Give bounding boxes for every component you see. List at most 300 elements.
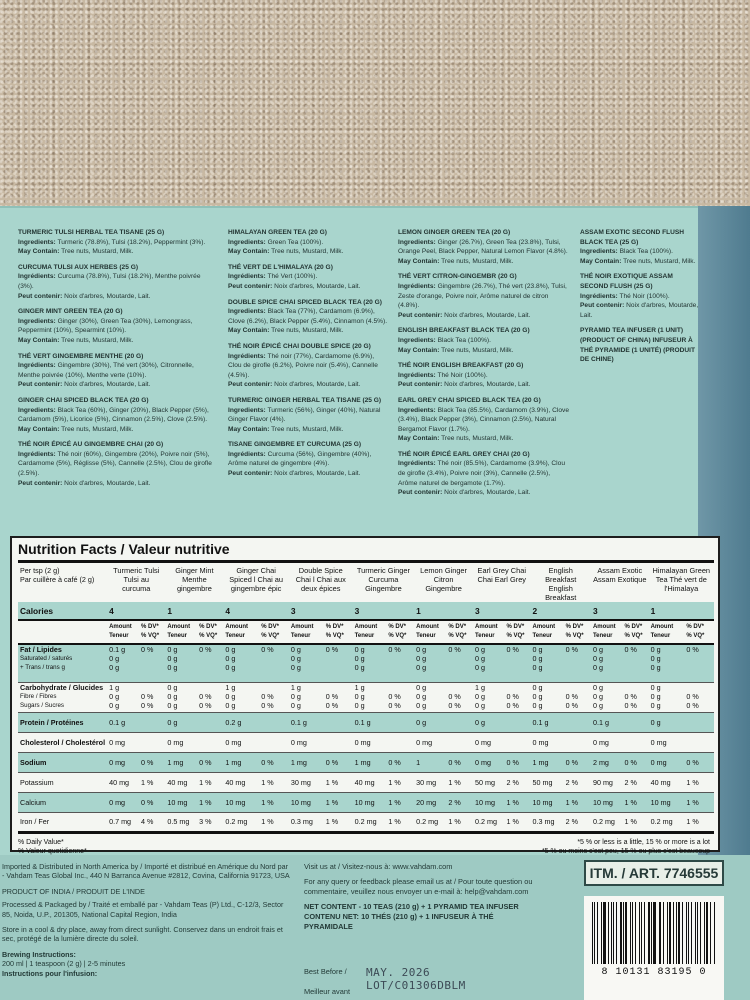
nutrient-dv: 2 %: [623, 772, 649, 792]
fat-dv: [386, 644, 414, 682]
may-contain-text: Noix d'arbres, Moutarde, Lait.: [580, 302, 699, 319]
product-title: THÉ NOIR ENGLISH BREAKFAST (20 G): [398, 362, 524, 370]
barcode-bar: [714, 902, 715, 964]
amount-header-line: Teneur: [167, 633, 187, 639]
fat-dv-line: 0 %: [261, 645, 274, 654]
carb-amount-line: 0 g: [475, 700, 486, 710]
may-contain-text: Tree nuts, Mustard, Milk.: [61, 425, 134, 433]
nutrient-dv: 1 %: [386, 792, 414, 812]
carb-label-cell: [18, 682, 107, 712]
carb-amount: [353, 682, 387, 712]
ingredient-block: [228, 396, 388, 434]
dv-header: [446, 620, 473, 644]
barcode-bar: [603, 902, 605, 964]
fat-dv: [446, 644, 473, 682]
nutrient-amount: 40 mg: [165, 772, 197, 792]
fat-amount-line: 0 g: [225, 645, 236, 654]
amount-header-line: Amount: [592, 624, 616, 630]
cholesterol-value: 0 mg: [353, 732, 415, 752]
ingredients-label: Ingrédients:: [18, 362, 56, 370]
nutrient-amount: 0 mg: [107, 752, 139, 772]
may-contain-line: [228, 469, 388, 479]
barcode-bar: [616, 902, 617, 964]
may-contain-text: Noix d'arbres, Moutarde, Lait.: [444, 489, 531, 497]
expiry-date: MAY. 2026: [366, 966, 431, 979]
ingredients-label: Ingrédients:: [228, 450, 266, 458]
carb-amount: [649, 682, 685, 712]
nutrient-amount: 0.2 mg: [473, 812, 505, 832]
amount-header-line: Teneur: [650, 633, 671, 639]
carb-amount-line: 0 g: [290, 691, 301, 701]
may-contain-line: [18, 425, 216, 435]
ingredients-label: Ingredients:: [398, 406, 436, 414]
fat-amount-line: 0 g: [109, 663, 120, 672]
best-before-label: [304, 962, 350, 1000]
ingredients-label: Ingredients:: [398, 238, 436, 246]
ingredients-label: Ingredients:: [18, 406, 56, 414]
fat-dv-line: 0 %: [624, 645, 637, 654]
nutrition-facts-title: Nutrition Facts / Valeur nutritive: [18, 540, 714, 563]
may-contain-line: [398, 488, 570, 498]
may-contain-label: Peut contenir:: [228, 470, 273, 478]
fat-dv: [259, 644, 289, 682]
carb-amount-line: 0 g: [532, 691, 543, 701]
nutrition-footnote: [18, 838, 714, 856]
may-contain-text: Tree nuts, Mustard, Milk.: [271, 327, 344, 335]
product-title: DOUBLE SPICE CHAI SPICED BLACK TEA (20 G): [228, 298, 382, 306]
may-contain-label: Peut contenir:: [398, 381, 443, 389]
dv-header: [139, 620, 165, 644]
nutrient-amount: 10 mg: [473, 792, 505, 812]
may-contain-label: Peut contenir:: [228, 282, 273, 290]
may-contain-label: May Contain:: [228, 425, 270, 433]
nutrient-amount: 0.2 mg: [649, 812, 685, 832]
dv-header-line: % VQ*: [325, 633, 344, 639]
carb-dv-line: 0 %: [325, 691, 339, 701]
fat-amount-line: 0 g: [592, 663, 603, 672]
nutrient-dv: 2 %: [564, 772, 591, 792]
nutrient-amount: 90 mg: [591, 772, 623, 792]
nutrient-dv: 0 %: [386, 752, 414, 772]
ingredient-block: [580, 228, 700, 266]
ingredients-text: Gingembre (26.7%), Thé vert (23.8%), Tulsi, Zeste d'orange, Poivre noir, Arôme naturel de citron (4.8%).: [398, 282, 567, 310]
nutrient-dv: 2 %: [446, 792, 473, 812]
may-contain-text: Tree nuts, Mustard, Milk.: [271, 425, 344, 433]
ingredient-block: [228, 440, 388, 478]
fat-amount-line: 0 g: [290, 654, 301, 663]
barcode-bar: [594, 902, 595, 964]
barcode-bar: [601, 902, 602, 964]
nutrient-amount: 1 mg: [353, 752, 387, 772]
calories-value: 1: [649, 602, 714, 620]
carb-dv: [139, 682, 165, 712]
fat-amount: [289, 644, 324, 682]
ingredients-text: Gingembre (30%), Thé vert (30%), Citronnelle, Menthe poivrée (10%), Menthe verte (10%).: [18, 362, 194, 379]
lot-code: LOT/C01306DBLM: [366, 979, 466, 992]
ingredient-block: [18, 263, 216, 301]
carb-amount-line: 0 g: [592, 682, 603, 692]
nutrient-row: [18, 812, 714, 832]
product-name: Turmeric Tulsi Tulsi au curcuma: [113, 566, 160, 593]
nutrient-amount: 0 mg: [649, 752, 685, 772]
nutrient-amount: 1 mg: [165, 752, 197, 772]
amount-header: [165, 620, 197, 644]
may-contain-text: Noix d'arbres, Moutarde, Lait.: [64, 479, 151, 487]
nutrient-dv: 1 %: [386, 772, 414, 792]
barcode-bar: [653, 902, 655, 964]
protein-value: 0.2 g: [223, 712, 288, 732]
protein-label: Protein / Protéines: [18, 712, 107, 732]
ingredients-label: Ingrédients:: [580, 292, 618, 300]
carb-amount: [591, 682, 623, 712]
ingredients-label: Ingrédients:: [398, 371, 436, 379]
may-contain-line: [228, 247, 388, 257]
protein-value: 0.1 g: [591, 712, 649, 732]
fat-amount: [107, 644, 139, 682]
product-title: THÉ VERT GINGEMBRE MENTHE (20 G): [18, 352, 144, 360]
may-contain-line: [398, 434, 570, 444]
ingredients-line: [398, 238, 570, 257]
calories-value: 3: [591, 602, 649, 620]
carb-label: Carbohydrate / Glucides: [20, 682, 104, 692]
calories-value: 2: [531, 602, 591, 620]
fat-amount: [473, 644, 505, 682]
nutrient-dv: 1 %: [197, 772, 223, 792]
fat-amount: [531, 644, 564, 682]
barcode-number: 8 10131 83195 0: [601, 967, 707, 978]
carb-amount: [223, 682, 259, 712]
may-contain-text: Noix d'arbres, Moutarde, Lait.: [274, 381, 361, 389]
may-contain-line: [18, 479, 216, 489]
carb-amount: [414, 682, 446, 712]
ingredients-line: [18, 361, 216, 380]
nutrient-dv: 1 %: [505, 812, 531, 832]
fat-amount-line: 0 g: [475, 654, 486, 663]
nutrient-amount: 0.2 mg: [223, 812, 259, 832]
fat-amount-line: 0 g: [475, 663, 486, 672]
carb-dv: [324, 682, 353, 712]
dv-header-line: % DV*: [141, 624, 159, 630]
protein-value: 0 g: [649, 712, 714, 732]
dv-header-line: % VQ*: [261, 633, 280, 639]
carb-amount-line: 0 g: [532, 682, 543, 692]
ingredients-label: Ingrédients:: [228, 273, 266, 281]
dv-header-line: % VQ*: [624, 633, 643, 639]
cholesterol-value: 0 mg: [531, 732, 591, 752]
fat-dv: [623, 644, 649, 682]
ingredients-line: [18, 406, 216, 425]
nutrient-amount: 0 mg: [473, 752, 505, 772]
ingredient-block: [228, 263, 388, 292]
nutrient-dv: 2 %: [564, 812, 591, 832]
amount-header: [289, 620, 324, 644]
carb-amount-line: 0 g: [225, 700, 236, 710]
barcode-bar: [625, 902, 627, 964]
protein-value: 0 g: [165, 712, 223, 732]
product-name: Double Spice Chai l Chai aux deux épices: [295, 566, 346, 593]
ingredients-line: [398, 371, 570, 381]
ingredients-text: Turmeric (78.8%), Tulsi (18.2%), Peppermint (3%).: [57, 238, 206, 246]
may-contain-line: [398, 311, 570, 321]
may-contain-text: Tree nuts, Mustard, Milk.: [61, 248, 134, 256]
product-title: GINGER CHAI SPICED BLACK TEA (20 G): [18, 396, 149, 404]
dv-header-line: % VQ*: [388, 633, 407, 639]
ingredients-text: Ginger (30%), Green Tea (30%), Lemongrass, Peppermint (10%), Spearmint (10%).: [18, 317, 193, 335]
carb-dv-spacer: [686, 683, 712, 692]
product-title: THÉ NOIR ÉPICÉ EARL GREY CHAI (20 G): [398, 450, 530, 458]
may-contain-label: Peut contenir:: [580, 302, 625, 310]
ingredients-line: [228, 272, 388, 282]
website-text: Visit us at / Visitez-nous à: www.vahdam.com: [304, 862, 453, 871]
nutrient-amount: 10 mg: [531, 792, 564, 812]
may-contain-label: May Contain:: [18, 425, 60, 433]
calories-value: 3: [353, 602, 415, 620]
may-contain-label: May Contain:: [18, 248, 60, 256]
fibre-label: Fibre / Fibres: [20, 692, 57, 700]
carb-amount-line: 0 g: [109, 691, 120, 701]
carb-amount-line: 1 g: [225, 682, 236, 692]
may-contain-line: [228, 326, 388, 336]
barcode-bar: [667, 902, 668, 964]
barcode-bar: [613, 902, 614, 964]
ingredients-text: Black Tea (60%), Ginger (20%), Black Pepper (5%), Cardamom (5%), Licorice (5%), Cinnamon (2.5%), Clove (2.5%).: [18, 406, 209, 424]
dv-header-line: % DV*: [199, 624, 217, 630]
nutrient-dv: 1 %: [324, 812, 353, 832]
carpet-background: [0, 0, 750, 215]
nutrient-amount: 2 mg: [591, 752, 623, 772]
calories-value: 1: [165, 602, 223, 620]
fat-amount-line: 0 g: [109, 654, 120, 663]
nutrient-dv: 2 %: [505, 772, 531, 792]
nutrient-dv: 1 %: [623, 812, 649, 832]
may-contain-label: May Contain:: [18, 336, 60, 344]
ingredients-text: Thé Vert (100%).: [267, 273, 318, 281]
ingredient-block: [18, 396, 216, 434]
barcode-bar: [682, 902, 683, 964]
net-content-en: NET CONTENT - 10 TEAS (210 g) + 1 PYRAMID TEA INFUSER: [304, 902, 519, 911]
barcode-bar: [695, 902, 696, 964]
fat-dv: [139, 644, 165, 682]
fat-amount: [353, 644, 387, 682]
amount-header: [591, 620, 623, 644]
carb-amount-line: 0 g: [354, 700, 365, 710]
amount-header-line: Teneur: [592, 633, 613, 639]
barcode-bar: [673, 902, 674, 964]
contact-info: [304, 862, 544, 932]
cholesterol-value: 0 mg: [414, 732, 473, 752]
importer-text: Imported & Distributed in North America by / Importé et distribué en Amérique du Nord par - Vahdam Teas Global Inc., 440 N Barranca Avenue #2812, Covina, California 91723, USA: [2, 862, 290, 881]
ingredients-text: Thé noir (60%), Gingembre (20%), Poivre noir (5%), Cardamome (5%), Réglisse (5%), Cannelle (2.5%), Clou de girofle (2.5%).: [18, 450, 212, 478]
product-name: English Breakfast English Breakfast: [545, 566, 577, 602]
carb-dv-spacer: [261, 683, 287, 692]
ingredient-block: [398, 396, 570, 444]
fat-amount-line: 0 g: [167, 645, 178, 654]
may-contain-text: Noix d'arbres, Moutarde, Lait.: [274, 470, 361, 478]
fat-amount-line: 0 g: [475, 645, 486, 654]
fat-dv: [505, 644, 531, 682]
brewing-title: Brewing Instructions:: [2, 949, 76, 959]
carb-dv-line: 0 %: [199, 700, 212, 710]
barcode-bars: [592, 902, 716, 964]
nutrient-dv: 0 %: [259, 752, 289, 772]
net-content-fr: CONTENU NET: 10 THÉS (210 g) + 1 INFUSEUR À THÉ PYRAMIDALE: [304, 912, 494, 931]
dv-header-line: % VQ*: [686, 633, 705, 639]
barcode-bar: [608, 902, 609, 964]
carb-amount-line: 0 g: [650, 682, 661, 692]
protein-value: 0.1 g: [289, 712, 353, 732]
calories-value: 4: [107, 602, 165, 620]
amount-header-line: Teneur: [354, 633, 375, 639]
fat-label: Fat / Lipides: [20, 645, 62, 654]
nutrition-table: [18, 563, 714, 834]
dv-header-line: % VQ*: [565, 633, 584, 639]
carb-amount-line: 1 g: [109, 682, 120, 692]
ingredients-line: [18, 450, 216, 479]
product-title: TURMERIC GINGER HERBAL TEA TISANE (25 G): [228, 396, 382, 404]
dv-header-line: % DV*: [624, 624, 643, 630]
ingredients-text: Thé noir (77%), Cardamome (6.9%), Clou de girofle (6.2%), Poivre noir (5.4%), Cannelle (4.5%).: [228, 352, 378, 379]
carb-dv-spacer: [141, 683, 163, 692]
sugars-label: Sugars / Sucres: [20, 701, 65, 709]
product-name: Earl Grey Chai Chai Earl Grey: [477, 566, 526, 584]
may-contain-line: [398, 346, 570, 356]
nutrient-label: Calcium: [18, 792, 107, 812]
nutrient-amount: 40 mg: [223, 772, 259, 792]
barcode-bar: [644, 902, 645, 964]
fat-amount-line: 0 g: [650, 654, 661, 663]
may-contain-line: [228, 282, 388, 292]
barcode: [584, 896, 724, 1000]
carb-dv-line: 0 %: [199, 691, 212, 701]
fat-amount-line: 0 g: [532, 645, 543, 654]
ingredients-label: Ingrédients:: [18, 450, 56, 458]
carb-amount-line: 1 g: [354, 682, 365, 692]
nutrient-amount: 10 mg: [649, 792, 685, 812]
product-header-row: [18, 563, 714, 602]
amount-header-line: Amount: [650, 624, 674, 630]
nutrient-dv: 1 %: [684, 772, 714, 792]
ingredients-text: Thé Noir (100%).: [437, 371, 488, 379]
ingredients-column-3: [398, 228, 570, 504]
product-title: THÉ VERT CITRON-GINGEMBR (20 G): [398, 273, 517, 281]
nutrient-label: Potassium: [18, 772, 107, 792]
ingredients-line: [18, 317, 216, 336]
fat-amount-line: 0 g: [650, 663, 661, 672]
nutrient-dv: 1 %: [446, 772, 473, 792]
fat-dv-line: 0 %: [506, 645, 519, 654]
carb-dv-spacer: [507, 683, 529, 692]
may-contain-line: [398, 257, 570, 267]
nutrient-amount: 1 mg: [223, 752, 259, 772]
daily-value-label-en: % Daily Value*: [18, 838, 64, 846]
amount-header: [107, 620, 139, 644]
may-contain-line: [228, 380, 388, 390]
packager-text: Processed & Packaged by / Traité et emballé par - Vahdam Teas (P) Ltd., C-12/3, Sector 85, Noida, U.P., 201305, National Capital Region, India: [2, 900, 284, 919]
fat-dv-line: 0 %: [141, 645, 154, 654]
fat-row: [18, 644, 714, 682]
dv-header-line: % DV*: [448, 624, 467, 630]
dv-header-line: % DV*: [325, 624, 344, 630]
cholesterol-row: [18, 732, 714, 752]
amount-header-line: Amount: [290, 624, 314, 630]
nutrient-amount: 0.2 mg: [591, 812, 623, 832]
barcode-bar: [710, 902, 711, 964]
carb-dv: [197, 682, 223, 712]
ingredient-block: [228, 342, 388, 390]
nutrient-dv: 1 %: [324, 792, 353, 812]
amount-header-line: Amount: [109, 624, 132, 630]
ingredients-line: [580, 247, 700, 257]
nutrient-dv: 4 %: [139, 812, 165, 832]
ingredients-column-1: [18, 228, 216, 494]
fat-amount-line: 0 g: [290, 663, 301, 672]
carb-amount-line: 0 g: [532, 700, 543, 710]
carb-dv-spacer: [448, 683, 471, 692]
ingredients-text: Curcuma (56%), Gingembre (40%), Arôme naturel de gingembre (4%).: [228, 450, 372, 468]
calories-value: 3: [473, 602, 531, 620]
nutrient-dv: 0 %: [446, 752, 473, 772]
barcode-bar: [635, 902, 636, 964]
dv-header-line: % DV*: [506, 624, 525, 630]
nutrient-dv: 3 %: [197, 812, 223, 832]
feedback-text: For any query or feedback please email us at / Pour toute question ou commentaire, veuillez nous envoyer un e-mail à: help@vahdam.com: [304, 877, 533, 896]
product-name: Ginger Chai Spiced l Chai au gingembre épic: [229, 566, 284, 593]
carb-amount-line: 0 g: [592, 700, 603, 710]
may-contain-text: Noix d'arbres, Moutarde, Lait.: [274, 282, 361, 290]
nutrient-dv: 0 %: [564, 752, 591, 772]
carb-dv-line: 0 %: [261, 691, 274, 701]
product-title: THÉ VERT DE L'HIMALAYA (20 G): [228, 263, 333, 271]
dv-header: [684, 620, 714, 644]
carb-amount-line: 0 g: [475, 691, 486, 701]
nutrient-dv: 1 %: [684, 792, 714, 812]
nutrient-row: [18, 792, 714, 812]
cholesterol-value: 0 mg: [223, 732, 288, 752]
nutrient-amount: 0.7 mg: [107, 812, 139, 832]
product-name: Ginger Mint Menthe gingembre: [175, 566, 214, 593]
brewing-text: 200 ml | 1 teaspoon (2 g) | 2-5 minutes: [2, 959, 126, 969]
ingredient-block: [228, 228, 388, 257]
ingredients-column-4: [580, 228, 700, 371]
nutrient-dv: 0 %: [623, 752, 649, 772]
dv-header: [386, 620, 414, 644]
nutrient-dv: 1 %: [564, 792, 591, 812]
carb-amount-line: 0 g: [650, 691, 661, 701]
may-contain-line: [580, 301, 700, 320]
serving-fr: Par cuillère à café (2 g): [20, 575, 95, 584]
fat-amount: [165, 644, 197, 682]
fat-dv-line: 0 %: [388, 645, 401, 654]
ingredients-text: Turmeric (56%), Ginger (40%), Natural Ginger Flavor (4%).: [228, 406, 381, 424]
barcode-bar: [691, 902, 692, 964]
fat-amount-line: 0.1 g: [109, 645, 126, 654]
carb-amount-line: 0 g: [290, 700, 301, 710]
may-contain-label: Peut contenir:: [228, 381, 273, 389]
carb-dv-line: 0 %: [686, 691, 699, 701]
may-contain-line: [18, 247, 216, 257]
carb-dv-line: 0 %: [325, 700, 339, 710]
may-contain-label: Peut contenir:: [18, 381, 63, 389]
ingredients-line: [398, 406, 570, 435]
barcode-bar: [706, 902, 708, 964]
dv-header-line: % VQ*: [141, 633, 160, 639]
carb-amount-line: 0 g: [109, 700, 120, 710]
dv-header-line: % DV*: [686, 624, 704, 630]
nutrient-amount: 0.5 mg: [165, 812, 197, 832]
barcode-bar: [697, 902, 698, 964]
dv-header-line: % VQ*: [506, 633, 525, 639]
dv-header-line: % DV*: [261, 624, 279, 630]
